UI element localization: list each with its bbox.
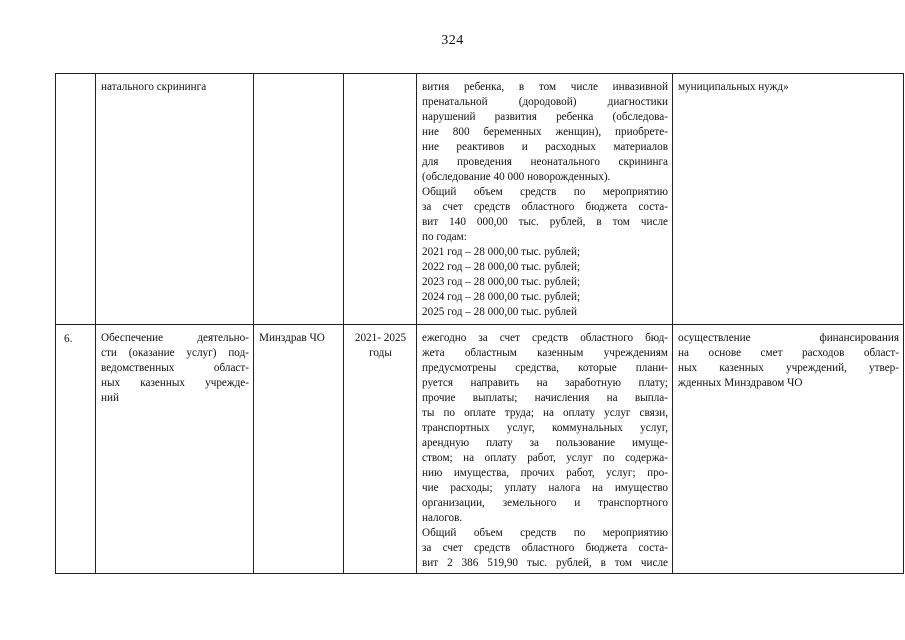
description-line: ты по оплате труда; на оплату услуг связи, xyxy=(422,407,668,419)
description-line: прочие выплаты; начисления на выпла- xyxy=(422,392,668,404)
description-line: (обследование 40 000 новорожденных). xyxy=(422,171,611,183)
result-cell xyxy=(673,74,904,325)
result-line: осуществление финансирования xyxy=(678,332,899,344)
measure-name-cell xyxy=(96,325,254,574)
description-line: вит 140 000,00 тыс. рублей, в том числе xyxy=(422,216,668,228)
description-line: 2024 год – 28 000,00 тыс. рублей; xyxy=(422,291,581,303)
measure-name-line: Обеспечение деятельно- xyxy=(101,332,249,344)
row-number-cell xyxy=(56,325,96,574)
description-line: Общий объем средств по мероприятию xyxy=(422,186,668,198)
measure-name-cell xyxy=(96,74,254,325)
description-line: за счет средств областного бюджета соста- xyxy=(422,542,668,554)
description-line: ние реактивов и расходных материалов xyxy=(422,141,668,153)
description-line: 2025 год – 28 000,00 тыс. рублей xyxy=(422,306,577,318)
description-line: организации, земельного и транспортного xyxy=(422,497,668,509)
measure-name-line: ведомственных област- xyxy=(101,362,249,374)
executor-text: Минздрав ЧО xyxy=(259,332,325,344)
description-line: налогов. xyxy=(422,512,463,524)
description-line: 2023 год – 28 000,00 тыс. рублей; xyxy=(422,276,581,288)
measure-name-line: сти (оказание услуг) под- xyxy=(101,347,249,359)
description-line: по годам: xyxy=(422,231,467,243)
measures-table xyxy=(55,73,904,574)
measure-name-line: натального скрининга xyxy=(101,81,207,93)
row-number: 6. xyxy=(64,333,73,345)
measure-name-line: ных казенных учрежде- xyxy=(101,377,249,389)
description-line: руется направить на заработную плату; xyxy=(422,377,668,389)
page-number: 324 xyxy=(441,33,464,48)
description-line: нию имущества, прочих работ, услуг; про- xyxy=(422,467,668,479)
row-number-cell xyxy=(56,74,96,325)
result-cell xyxy=(673,325,904,574)
description-line: вит 2 386 519,90 тыс. рублей, в том числе xyxy=(422,557,668,569)
row-number xyxy=(61,80,91,81)
description-line: вития ребенка, в том числе инвазивной xyxy=(422,81,668,93)
description-line: чие расходы; уплату налога на имущество xyxy=(422,482,668,494)
description-line: жета областным казенным учреждениям xyxy=(422,347,668,359)
description-line: пренатальной (дородовой) диагностики xyxy=(422,96,668,108)
description-line: ние 800 беременных женщин), приобрете- xyxy=(422,126,668,138)
table-row xyxy=(56,325,904,574)
description-line: 2022 год – 28 000,00 тыс. рублей; xyxy=(422,261,581,273)
description-line: за счет средств областного бюджета соста- xyxy=(422,201,668,213)
description-line: 2021 год – 28 000,00 тыс. рублей; xyxy=(422,246,581,258)
measure-name-line: ний xyxy=(101,392,119,404)
result-line: на основе смет расходов област- xyxy=(678,347,899,359)
table-row xyxy=(56,74,904,325)
description-cell xyxy=(417,74,673,325)
description-line: предусмотрены средства, которые плани- xyxy=(422,362,668,374)
description-line: Общий объем средств по мероприятию xyxy=(422,527,668,539)
years-cell xyxy=(344,74,417,325)
description-cell xyxy=(417,325,673,574)
result-line: муниципальных нужд» xyxy=(678,81,789,93)
result-line: ных казенных учреждений, утвер- xyxy=(678,362,899,374)
description-line: ежегодно за счет средств областного бюд- xyxy=(422,332,668,344)
description-line: для проведения неонатального скрининга xyxy=(422,156,668,168)
years-label: годы xyxy=(369,347,392,359)
description-line: транспортных услуг, коммунальных услуг, xyxy=(422,422,668,434)
description-line: нарушений развития ребенка (обследова- xyxy=(422,111,668,123)
result-line: жденных Минздравом ЧО xyxy=(678,377,803,389)
years-range: 2021- 2025 xyxy=(354,332,407,344)
executor-cell xyxy=(254,74,344,325)
description-line: ством; на оплату работ, услуг по содержа- xyxy=(422,452,668,464)
years-cell xyxy=(344,325,417,574)
executor-cell xyxy=(254,325,344,574)
description-line: арендную плату за пользование имуще- xyxy=(422,437,668,449)
